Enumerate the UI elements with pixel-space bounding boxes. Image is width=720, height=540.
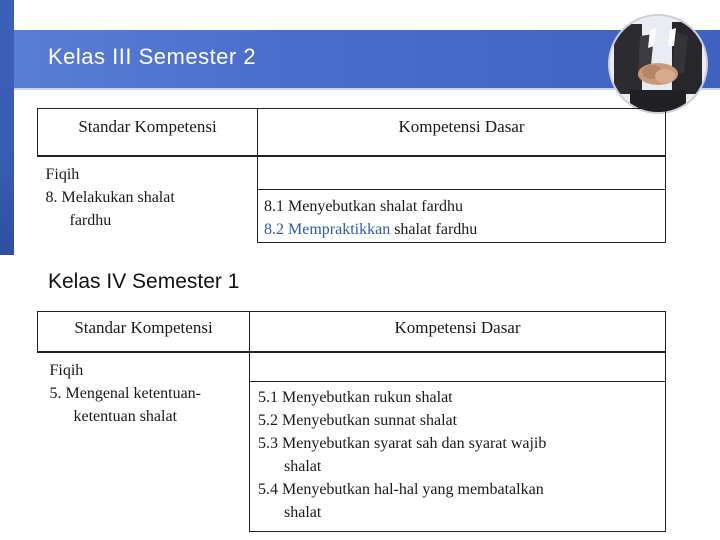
section-title: Kelas IV Semester 1	[48, 270, 240, 293]
kd-item-continued: shalat	[284, 504, 322, 521]
kd-item-continued: shalat	[284, 458, 322, 475]
left-accent-strip	[0, 0, 14, 255]
sk-line: 8. Melakukan shalat	[45, 188, 175, 206]
kd-item: 5.1 Menyebutkan rukun shalat	[258, 389, 453, 406]
kd-cell	[258, 190, 666, 243]
sk-line: fardhu	[69, 211, 112, 229]
kd-spacer-cell	[250, 352, 666, 382]
header-kompetensi-dasar: Kompetensi Dasar	[250, 312, 666, 352]
kd-item: 8.1 Menyebutkan shalat fardhu	[264, 198, 464, 215]
page-title: Kelas III Semester 2	[48, 44, 257, 69]
kd-item-rest: shalat fardhu	[390, 221, 478, 238]
kd-item: 5.4 Menyebutkan hal-hal yang membatalkan	[258, 481, 544, 498]
kd-item: 5.3 Menyebutkan syarat sah dan syarat wajib	[258, 435, 547, 452]
sk-cell	[38, 352, 250, 532]
sk-subject: Fiqih	[45, 165, 80, 183]
kd-cell	[250, 382, 666, 532]
kd-item	[264, 218, 665, 241]
kelas-iv-table	[37, 311, 666, 532]
sk-cell	[38, 156, 258, 243]
kd-item-highlight: 8.2 Mempraktikkan	[264, 221, 391, 238]
handshake-photo-icon	[610, 16, 706, 112]
sk-line: 5. Mengenal ketentuan-	[49, 384, 201, 402]
kelas-iii-table	[37, 108, 666, 243]
header-kompetensi-dasar: Kompetensi Dasar	[258, 109, 666, 156]
header-standar-kompetensi: Standar Kompetensi	[38, 312, 250, 352]
sk-line: ketentuan shalat	[73, 407, 178, 425]
sk-subject: Fiqih	[49, 361, 84, 379]
header-standar-kompetensi: Standar Kompetensi	[38, 109, 258, 156]
kd-spacer-cell	[258, 156, 666, 190]
kd-item: 5.2 Menyebutkan sunnat shalat	[258, 412, 458, 429]
